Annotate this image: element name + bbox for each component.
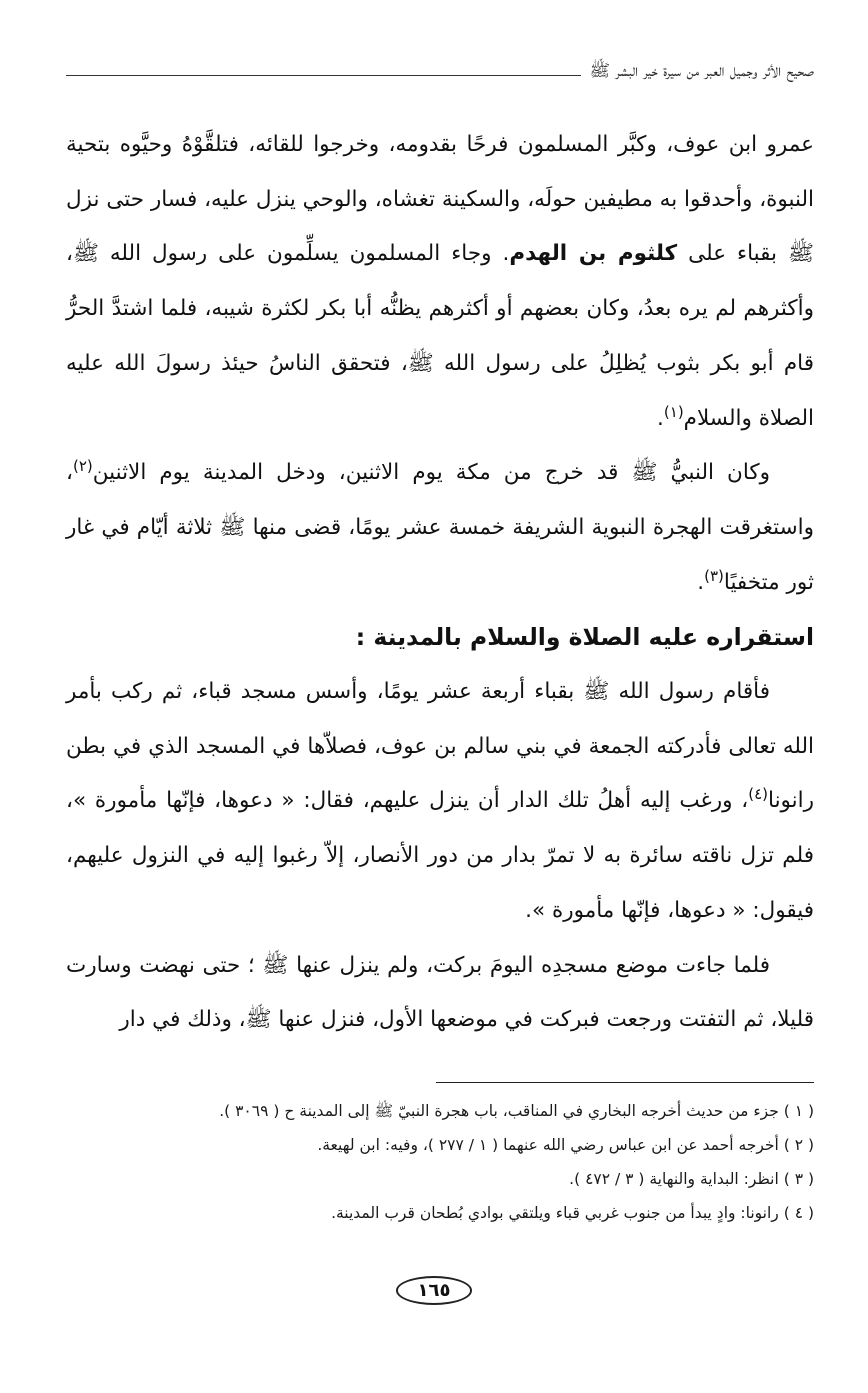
paragraph-1-text-b: . وجاء المسلمون يسلِّمون على رسول الله ﷺ، وأكثرهم لم يره بعدُ، وكان بعضهم أو أكثرهم يظنُّه أبا بكر لكثرة شيبه، فلما اشتدَّ الحرُّ قام أبو بكر بثوب يُظلِلُ على رسول الله ﷺ، فتحقق الناسُ حيئذ رسولَ الله عليه الصلاة والسلام — [66, 241, 814, 431]
paragraph-3 — [66, 665, 814, 939]
paragraph-2 — [66, 446, 814, 610]
paragraph-3-text-a: فأقام رسول الله ﷺ بقباء أربعة عشر يومًا، وأسس مسجد قباء، ثم ركب بأمر الله تعالى فأدركته الجمعة في بني سالم بن عوف، فصلاّها في المسجد الذي في بطن رانونا — [66, 679, 814, 814]
paragraph-1-bold-name: كلثوم بن الهدم — [509, 241, 678, 267]
footnotes — [66, 1094, 814, 1230]
section-heading: استقراره عليه الصلاة والسلام بالمدينة : — [355, 623, 814, 652]
footnote-ref-1[interactable]: (١) — [663, 402, 684, 421]
paragraph-2-text-b: ، واستغرقت الهجرة النبوية الشريفة خمسة عشر يومًا، قضى منها ﷺ ثلاثة أيّام في غار ثور متخفيًا — [66, 460, 814, 595]
footnote-ref-3[interactable]: (٣) — [704, 566, 724, 585]
running-header-title: صحيح الأثر وجميل العبر من سيرة خير البشر ﷺ — [589, 61, 814, 81]
main-text — [66, 118, 814, 1048]
footnote-1: ( ١ ) جزء من حديث أخرجه البخاري في المناقب، باب هجرة النبيّ ﷺ إلى المدينة ح ( ٣٠٦٩ ). — [219, 1102, 814, 1120]
paragraph-1 — [66, 118, 814, 446]
paragraph-4: فلما جاءت موضع مسجدِه اليومَ بركت، ولم ينزل عنها ﷺ ؛ حتى نهضت وسارت قليلا، ثم التفتت ورجعت فبركت في موضعها الأول، فنزل عنها ﷺ، وذلك في دار — [66, 952, 814, 1033]
paragraph-1-text-a: عمرو ابن عوف، وكبَّر المسلمون فرحًا بقدومه، وخرجوا للقائه، فتلقَّوْهُ وحيَّوه بتحية النبوة، وأحدقوا به مطيفين حولَه، والسكينة تغشاه، والوحي ينزل عليه، فسار حتى نزل ﷺ بقباء على — [66, 132, 814, 267]
footnote-2: ( ٢ ) أخرجه أحمد عن ابن عباس رضي الله عنهما ( ١ / ٢٧٧ )، وفيه: ابن لهيعة. — [317, 1136, 814, 1154]
footnote-4: ( ٤ ) رانونا: وادٍ يبدأ من جنوب غربي قباء ويلتقي بوادي بُطحان قرب المدينة. — [331, 1204, 814, 1222]
paragraph-2-text-a: وكان النبيُّ ﷺ قد خرج من مكة يوم الاثنين، ودخل المدينة يوم الاثنين — [92, 460, 770, 486]
header-rule — [66, 75, 581, 76]
page-number: ١٦٥ — [396, 1276, 473, 1305]
page-number-area — [0, 1276, 868, 1305]
footnote-separator — [436, 1082, 814, 1083]
paragraph-1-end: . — [657, 405, 664, 431]
paragraph-2-end: . — [697, 569, 705, 595]
footnote-3: ( ٣ ) انظر: البداية والنهاية ( ٣ / ٤٧٢ ). — [569, 1170, 814, 1188]
footnote-ref-2[interactable]: (٢) — [72, 457, 93, 476]
running-header — [66, 60, 814, 85]
paragraph-3-text-b: ، ورغب إليه أهلُ تلك الدار أن ينزل عليهم، فقال: « دعوها، فإنّها مأمورة »، فلم تزل ناقته سائرة به لا تمرّ بدار من دور الأنصار، إلاّ رغبوا إليه في النزول عليهم، فيقول: « دعوها، فإنّها مأمورة ». — [66, 788, 814, 923]
footnote-ref-4[interactable]: (٤) — [748, 785, 769, 804]
